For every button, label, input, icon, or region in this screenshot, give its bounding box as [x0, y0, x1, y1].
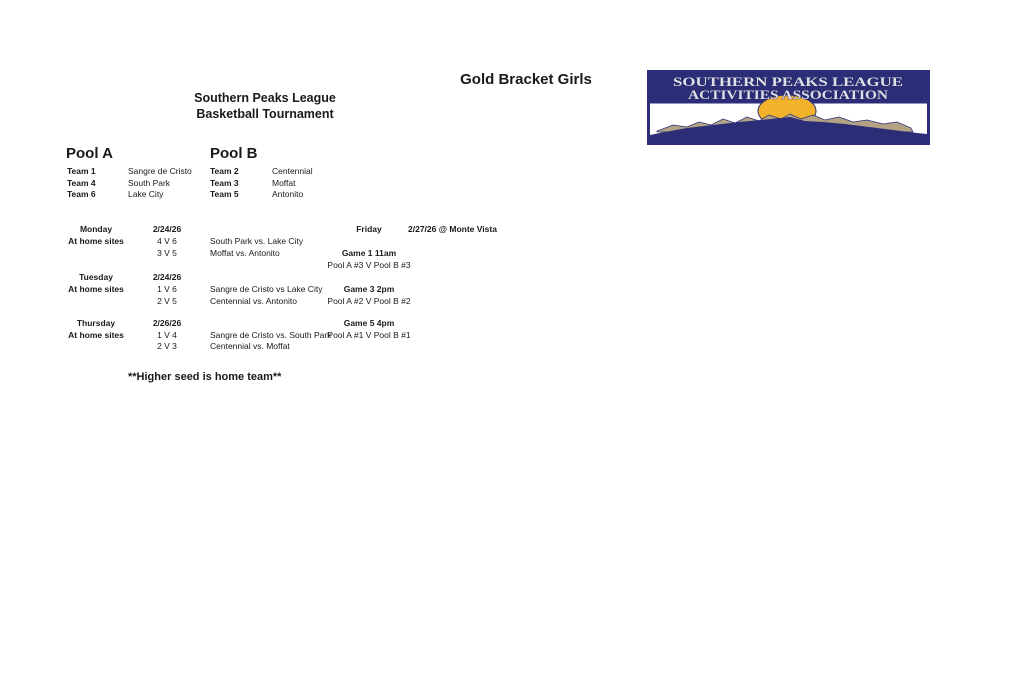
- pool-a-seed-3: Team 6: [67, 189, 96, 199]
- pool-b-team-1: Centennial: [272, 166, 313, 176]
- logo-line2: ACTIVITIES ASSOCIATION: [688, 88, 888, 102]
- finals-game3-matchup: Pool A #2 V Pool B #2: [327, 296, 411, 306]
- pool-b-seed-3: Team 5: [210, 189, 239, 199]
- league-subtitle: [185, 90, 345, 122]
- pool-a-seed-1: Team 1: [67, 166, 96, 176]
- finals-game3-label: Game 3 2pm: [343, 284, 395, 294]
- finals-day: Friday: [356, 224, 382, 234]
- pool-a-team-1: Sangre de Cristo: [128, 166, 192, 176]
- thursday-game1-teams: Sangre de Cristo vs. South Park: [210, 330, 332, 340]
- pool-b-seed-1: Team 2: [210, 166, 239, 176]
- thursday-site: At home sites: [68, 330, 124, 340]
- finals-location: 2/27/26 @ Monte Vista: [408, 224, 497, 234]
- monday-game2-num: 3 V 5: [157, 248, 177, 258]
- league-logo: [647, 70, 930, 145]
- thursday-game2-num: 2 V 3: [157, 341, 177, 351]
- schedule-date-thursday: 2/26/26: [152, 318, 182, 328]
- monday-game1-num: 4 V 6: [157, 236, 177, 246]
- bracket-title: Gold Bracket Girls: [460, 71, 592, 88]
- pool-b-header: Pool B: [210, 145, 258, 162]
- finals-game1-matchup: Pool A #3 V Pool B #3: [327, 260, 411, 270]
- thursday-game2-teams: Centennial vs. Moffat: [210, 341, 290, 351]
- monday-site: At home sites: [68, 236, 124, 246]
- monday-game1-teams: South Park vs. Lake City: [210, 236, 304, 246]
- home-team-note: **Higher seed is home team**: [128, 371, 282, 383]
- tuesday-site: At home sites: [68, 284, 124, 294]
- pool-b-seed-2: Team 3: [210, 178, 239, 188]
- pool-a-seed-2: Team 4: [67, 178, 96, 188]
- finals-game5-label: Game 5 4pm: [343, 318, 395, 328]
- finals-game1-label: Game 1 11am: [341, 248, 397, 258]
- pool-a-header: Pool A: [66, 145, 113, 162]
- pool-b-team-3: Antonito: [272, 189, 304, 199]
- schedule-day-thursday: Thursday: [76, 318, 116, 328]
- finals-game5-matchup: Pool A #1 V Pool B #1: [327, 330, 411, 340]
- monday-game2-teams: Moffat vs. Antonito: [210, 248, 280, 258]
- pool-a-team-2: South Park: [128, 178, 171, 188]
- thursday-game1-num: 1 V 4: [157, 330, 177, 340]
- tuesday-game2-teams: Centennial vs. Antonito: [210, 296, 297, 306]
- pool-a-team-3: Lake City: [128, 189, 164, 199]
- schedule-date-monday: 2/24/26: [152, 224, 182, 234]
- pool-b-team-2: Moffat: [272, 178, 296, 188]
- event-name: Basketball Tournament: [196, 107, 334, 121]
- logo-line1: SOUTHERN PEAKS LEAGUE: [673, 74, 903, 89]
- schedule-day-monday: Monday: [79, 224, 113, 234]
- league-logo-graphic: [647, 70, 930, 145]
- tuesday-game2-num: 2 V 5: [157, 296, 177, 306]
- schedule-date-tuesday: 2/24/26: [152, 272, 182, 282]
- league-name: Southern Peaks League: [194, 91, 336, 105]
- tuesday-game1-num: 1 V 6: [157, 284, 177, 294]
- schedule-day-tuesday: Tuesday: [79, 272, 113, 282]
- tuesday-game1-teams: Sangre de Cristo vs Lake City: [210, 284, 323, 294]
